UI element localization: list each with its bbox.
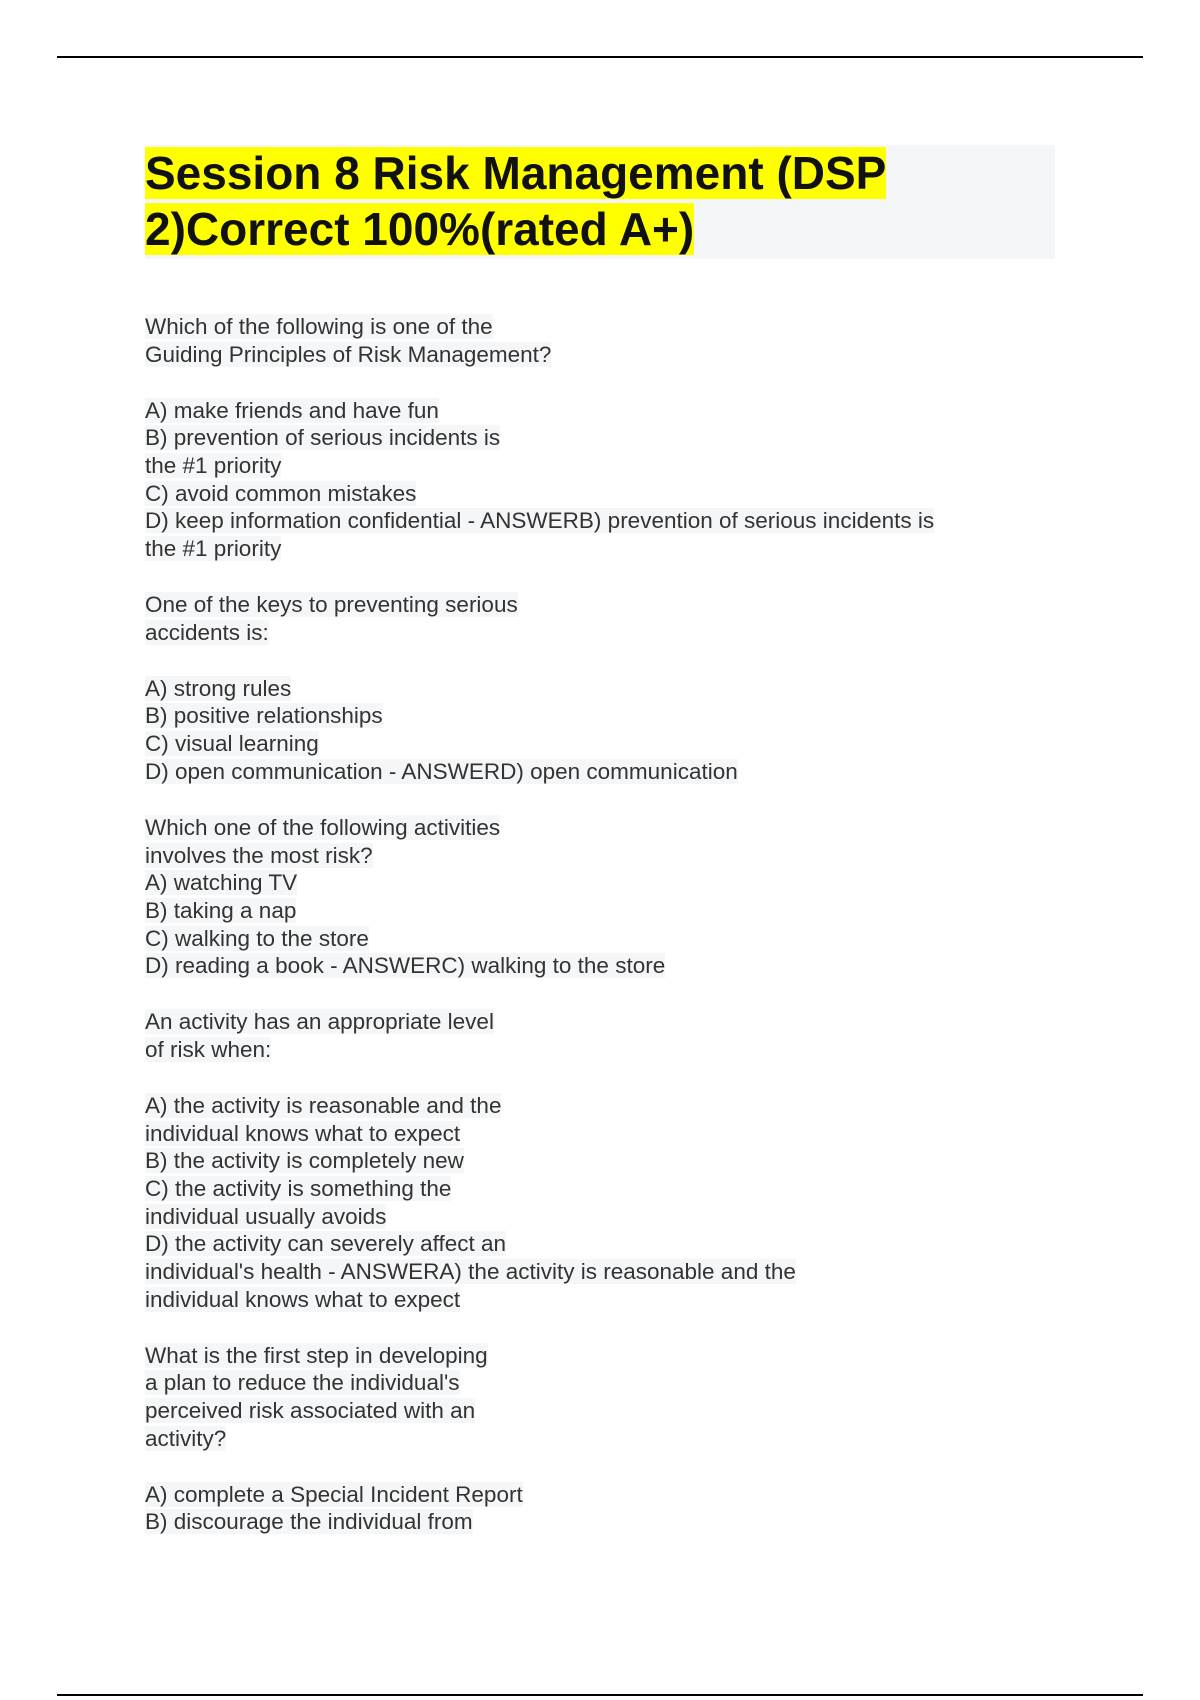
title-line-2: 2)Correct 100%(rated A+) (145, 203, 695, 255)
text-line-content: A) strong rules (145, 675, 292, 701)
text-line-content: involves the most risk? (145, 842, 373, 868)
document-title-block (145, 145, 1055, 259)
text-line (145, 1036, 1045, 1064)
text-line-content: A) watching TV (145, 870, 298, 896)
text-line-content: a plan to reduce the individual's (145, 1370, 460, 1396)
text-line (145, 1481, 1045, 1509)
text-block (145, 675, 1045, 786)
text-block (145, 814, 1045, 980)
text-line (145, 424, 1045, 452)
text-block (145, 1481, 1045, 1536)
text-line-content: B) discourage the individual from (145, 1509, 473, 1535)
text-line-content: What is the first step in developing (145, 1342, 488, 1368)
text-line (145, 1092, 1045, 1120)
text-line (145, 1425, 1045, 1453)
text-line (145, 619, 1045, 647)
text-line-content: B) the activity is completely new (145, 1148, 464, 1174)
paragraph-gap (145, 1452, 1045, 1480)
text-line (145, 1397, 1045, 1425)
text-line (145, 730, 1045, 758)
text-line-content: individual knows what to expect (145, 1286, 461, 1312)
paragraph-gap (145, 1064, 1045, 1092)
text-line (145, 480, 1045, 508)
text-line (145, 1286, 1045, 1314)
text-line (145, 1008, 1045, 1036)
text-line (145, 452, 1045, 480)
text-block (145, 1342, 1045, 1453)
text-line (145, 814, 1045, 842)
text-line-content: C) the activity is something the (145, 1175, 452, 1201)
text-line (145, 535, 1045, 563)
text-line (145, 1230, 1045, 1258)
text-line (145, 341, 1045, 369)
text-line-content: individual usually avoids (145, 1203, 387, 1229)
text-line (145, 869, 1045, 897)
text-line (145, 507, 1045, 535)
text-line (145, 897, 1045, 925)
text-line-content: One of the keys to preventing serious (145, 592, 518, 618)
text-line (145, 925, 1045, 953)
text-line-content: D) keep information confidential - ANSWERB) prevention of serious incidents is (145, 508, 935, 534)
text-line-content: activity? (145, 1425, 227, 1451)
text-line (145, 675, 1045, 703)
text-line-content: B) positive relationships (145, 703, 383, 729)
text-line-content: individual's health - ANSWERA) the activity is reasonable and the (145, 1259, 796, 1285)
paragraph-gap (145, 980, 1045, 1008)
text-line-content: perceived risk associated with an (145, 1398, 476, 1424)
text-line (145, 1147, 1045, 1175)
text-line-content: A) the activity is reasonable and the (145, 1092, 502, 1118)
text-line (145, 1508, 1045, 1536)
text-line-content: Guiding Principles of Risk Management? (145, 341, 552, 367)
document-title (145, 145, 1055, 257)
text-line-content: D) the activity can severely affect an (145, 1231, 506, 1257)
text-line-content: D) reading a book - ANSWERC) walking to the store (145, 953, 666, 979)
text-block (145, 591, 1045, 646)
text-line (145, 313, 1045, 341)
top-rule (57, 56, 1143, 58)
text-line-content: the #1 priority (145, 536, 282, 562)
text-line-content: An activity has an appropriate level (145, 1009, 494, 1035)
paragraph-gap (145, 563, 1045, 591)
bottom-rule (57, 1694, 1143, 1696)
text-block (145, 1008, 1045, 1063)
text-line-content: C) walking to the store (145, 925, 369, 951)
document-body (145, 313, 1045, 1536)
text-block (145, 397, 1045, 563)
text-line (145, 591, 1045, 619)
text-line-content: the #1 priority (145, 453, 282, 479)
text-line-content: D) open communication - ANSWERD) open communication (145, 758, 738, 784)
text-line (145, 758, 1045, 786)
text-line (145, 397, 1045, 425)
text-line (145, 1120, 1045, 1148)
text-line (145, 702, 1045, 730)
text-line-content: C) avoid common mistakes (145, 480, 417, 506)
paragraph-gap (145, 646, 1045, 674)
text-line-content: A) make friends and have fun (145, 397, 439, 423)
paragraph-gap (145, 786, 1045, 814)
text-line-content: Which of the following is one of the (145, 314, 493, 339)
text-line (145, 1342, 1045, 1370)
text-line-content: C) visual learning (145, 731, 319, 757)
paragraph-gap (145, 1313, 1045, 1341)
text-line (145, 952, 1045, 980)
text-line-content: accidents is: (145, 619, 269, 645)
text-line-content: B) taking a nap (145, 897, 297, 923)
title-line-1: Session 8 Risk Management (DSP (145, 147, 887, 199)
text-line (145, 1258, 1045, 1286)
text-line-content: B) prevention of serious incidents is (145, 425, 501, 451)
text-line-content: of risk when: (145, 1036, 272, 1062)
text-line (145, 1369, 1045, 1397)
text-line-content: A) complete a Special Incident Report (145, 1481, 523, 1507)
text-block (145, 313, 1045, 368)
text-line (145, 1203, 1045, 1231)
text-block (145, 1092, 1045, 1314)
text-line (145, 842, 1045, 870)
text-line (145, 1175, 1045, 1203)
text-line-content: individual knows what to expect (145, 1120, 461, 1146)
text-line-content: Which one of the following activities (145, 814, 501, 840)
paragraph-gap (145, 368, 1045, 396)
